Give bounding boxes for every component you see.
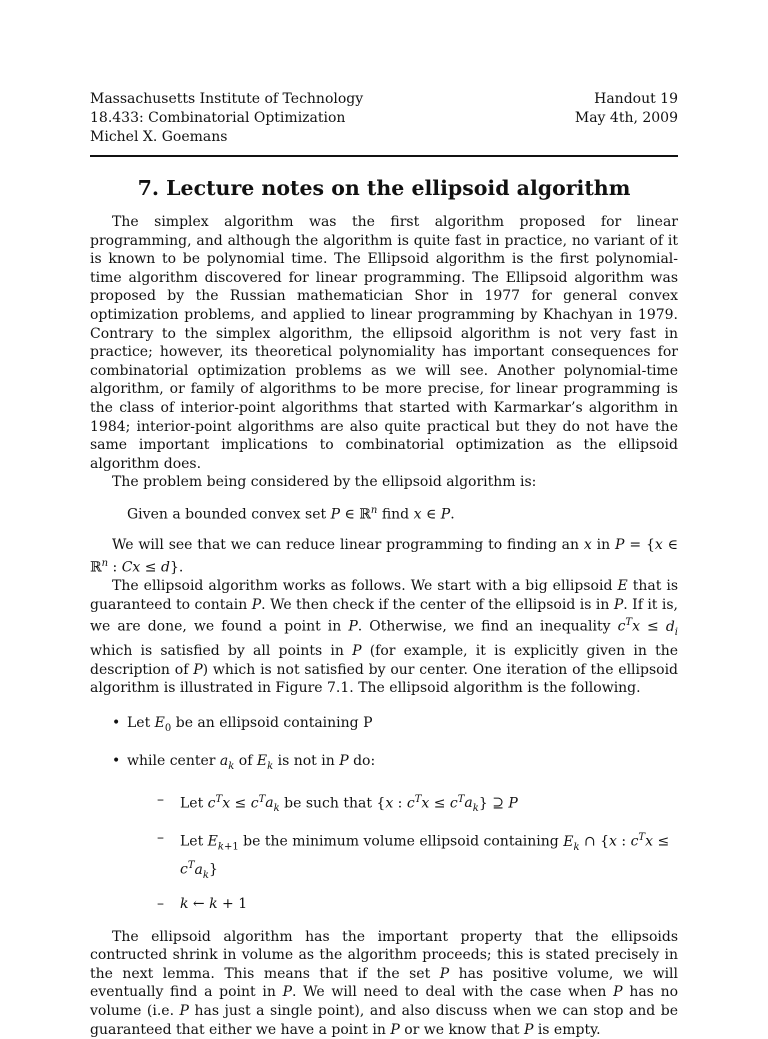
problem-statement: Given a bounded convex set P ∈ ℝ$^n$ find x ∈ P.: [127, 504, 455, 523]
dash-icon: –: [157, 895, 164, 912]
document-page: [90, 90, 678, 1039]
institution: Massachusetts Institute of Technology: [90, 91, 364, 107]
list-item: – k ← k + 1: [157, 895, 248, 912]
paragraph-problem: The problem being considered by the ellipsoid algorithm is:: [112, 474, 537, 491]
list-item: – Let $c^Tx \le c^Ta_k$ be such that {x : $c^Tx \le c^Ta_k$} ⊇ P: [157, 791, 518, 815]
paragraph-intro: The simplex algorithm was the first algorithm proposed for linear programming, and although the algorithm is quite fast in practice, no variant of it is known to be polynomial time. The Ellipsoid algorithm is the first polynomial-time algorithm discovered for linear programming. The Ellipsoid algorithm was proposed by the Russian mathematician Shor in 1977 for general convex optimization problems, and applied to linear programming by Khachyan in 1979. Contrary to the simplex algorithm, the ellipsoid algorithm is not very fast in practice; however, its theoretical polynomiality has important consequences for combinatorial optimization problems as we will see. Another polynomial-time algorithm, or family of algorithms to be more precise, for linear programming is the class of interior-point algorithms that started with Karmarkar’s algorithm in 1984; interior-point algorithms are also quite practical but they do not have the same important implications to combinatorial optimization as the ellipsoid algorithm does.: [90, 214, 678, 472]
bullet-icon: •: [112, 715, 121, 732]
dash-icon: –: [157, 829, 164, 846]
paragraph-reduction: We will see that we can reduce linear programming to finding an x in P = {x ∈ ℝ$^n$ : Cx ≤ d}.: [90, 537, 678, 576]
header-right: [575, 90, 678, 147]
paragraph-conclusion: The ellipsoid algorithm has the important property that the ellipsoids contructed shrink in volume as the algorithm proceeds; this is stated precisely in the next lemma. This means that if the set P has positive volume, we will eventually find a point in P. We will need to deal with the case when P has no volume (i.e. P has just a single point), and also discuss when we can stop and be guaranteed that either we have a point in P or we know that P is empty.: [90, 928, 679, 1038]
list-item: – Let $E_{k+1}$ be the minimum volume ellipsoid containing $E_k$ ∩ {x : $c^Tx \le c^Ta_k$}: [157, 829, 670, 881]
loop-steps: [127, 791, 678, 914]
handout-date: May 4th, 2009: [574, 110, 678, 126]
algorithm-steps: [90, 714, 678, 914]
paragraph-algorithm: The ellipsoid algorithm works as follows. We start with a big ellipsoid E that is guaranteed to contain P. We then check if the center of the ellipsoid is in P. If it is, we are done, we found a point in P. Otherwise, we find an inequality $c^Tx \le d_i$ which is satisfied by all points in P (for example, it is explicitly given in the description of P) which is not satisfied by our center. One iteration of the ellipsoid algorithm is illustrated in Figure 7.1. The ellipsoid algorithm is the following.: [90, 578, 679, 697]
author: Michel X. Goemans: [90, 129, 228, 145]
list-item: • while center $a_k$ of $E_k$ is not in P do: – Let $c^Tx \le c^Ta_k$ be such that {x : $c^Tx \le c^Ta_k$} ⊇ P – Let $E_{k+1}$ be the minimum volume ellipsoid containing $E_k$ ∩ {x : $c^Tx \le c^Ta_k$} – k ← k + 1: [90, 752, 678, 913]
header-left: [90, 90, 363, 147]
list-item: • Let $E_0$ be an ellipsoid containing P: [112, 715, 373, 734]
header-rule: [90, 155, 678, 157]
dash-icon: –: [157, 791, 164, 808]
bullet-icon: •: [112, 753, 121, 770]
page-title: 7. Lecture notes on the ellipsoid algorithm: [137, 176, 631, 200]
handout-number: Handout 19: [594, 91, 678, 107]
course: 18.433: Combinatorial Optimization: [90, 110, 346, 126]
document-header: [90, 90, 678, 147]
